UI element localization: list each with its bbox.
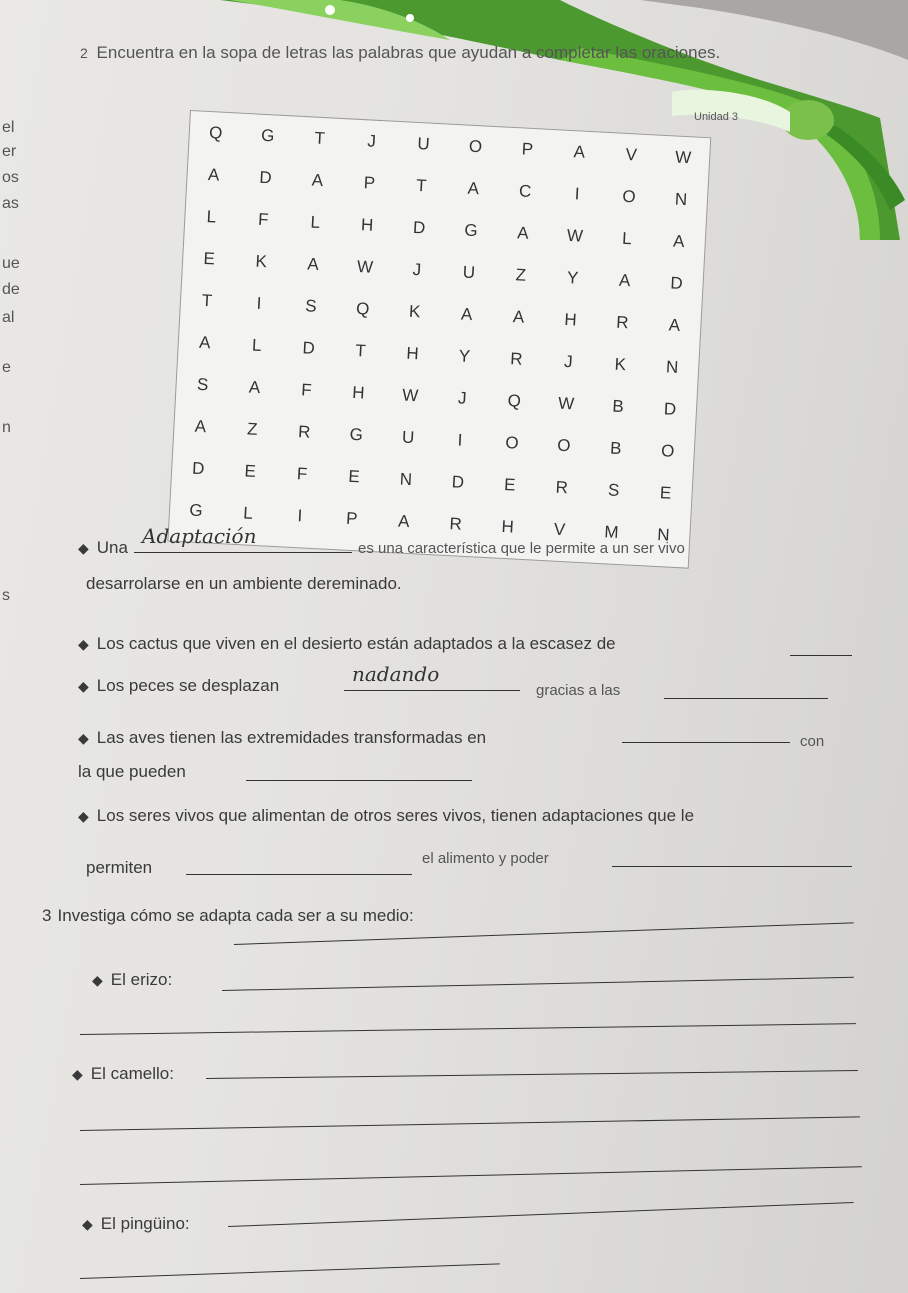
- grid-letter[interactable]: L: [206, 207, 217, 227]
- item-label: El erizo:: [110, 970, 173, 989]
- grid-letter[interactable]: M: [603, 522, 620, 542]
- grid-letter[interactable]: N: [399, 469, 413, 490]
- grid-letter[interactable]: N: [665, 357, 679, 377]
- grid-letter[interactable]: W: [566, 225, 584, 246]
- grid-letter[interactable]: J: [563, 351, 574, 372]
- margin-fragment: n: [2, 419, 11, 436]
- sentence-3: [78, 676, 279, 696]
- grid-letter[interactable]: R: [297, 422, 311, 442]
- diamond-bullet-icon: ◆: [78, 678, 89, 694]
- grid-letter[interactable]: W: [401, 385, 419, 406]
- grid-letter[interactable]: P: [521, 139, 534, 159]
- grid-letter[interactable]: A: [194, 416, 207, 437]
- grid-letter[interactable]: E: [503, 474, 516, 495]
- unit-label: Unidad 3: [694, 111, 739, 123]
- diamond-bullet-icon: ◆: [78, 730, 89, 746]
- grid-letter[interactable]: A: [573, 142, 586, 162]
- handwritten-answer: Adaptación: [142, 524, 257, 548]
- grid-letter[interactable]: D: [669, 273, 684, 294]
- left-margin-fragments: [0, 100, 40, 604]
- grid-letter[interactable]: W: [356, 256, 374, 277]
- sentence-text: desarrolarse en un ambiente dereminado.: [86, 574, 402, 593]
- margin-fragment: el: [2, 119, 15, 136]
- grid-letter[interactable]: S: [196, 374, 209, 395]
- grid-letter[interactable]: A: [672, 231, 685, 252]
- margin-fragment: as: [2, 195, 19, 212]
- grid-letter[interactable]: W: [557, 393, 575, 414]
- grid-letter[interactable]: U: [416, 133, 431, 154]
- exercise-number: 3: [42, 906, 52, 925]
- grid-letter[interactable]: T: [314, 128, 326, 149]
- grid-letter[interactable]: D: [412, 217, 426, 238]
- grid-letter[interactable]: G: [260, 125, 275, 146]
- sentence-1: [78, 538, 128, 558]
- answer-line[interactable]: [622, 742, 790, 743]
- grid-letter[interactable]: N: [674, 189, 688, 210]
- item-label: El camello:: [90, 1064, 174, 1083]
- grid-letter[interactable]: G: [463, 220, 479, 241]
- answer-line[interactable]: [134, 552, 352, 553]
- grid-letter[interactable]: W: [674, 147, 692, 168]
- answer-line[interactable]: [664, 698, 828, 699]
- grid-letter[interactable]: T: [201, 290, 213, 311]
- sentence-2: [78, 634, 616, 654]
- margin-fragment: al: [2, 309, 15, 326]
- grid-letter[interactable]: Z: [515, 265, 527, 285]
- margin-fragment: de: [2, 281, 20, 298]
- grid-letter[interactable]: H: [500, 516, 515, 537]
- grid-letter[interactable]: N: [656, 525, 671, 545]
- grid-letter[interactable]: R: [555, 477, 569, 498]
- grid-letter[interactable]: A: [306, 254, 320, 274]
- grid-letter[interactable]: R: [509, 349, 524, 369]
- grid-letter[interactable]: K: [614, 354, 627, 375]
- grid-letter[interactable]: U: [462, 262, 476, 283]
- answer-line[interactable]: [246, 780, 472, 781]
- item-erizo: [92, 970, 172, 990]
- grid-letter[interactable]: B: [609, 438, 623, 459]
- sentence-text: con: [800, 733, 825, 750]
- item-label: El pingüino:: [100, 1214, 190, 1233]
- grid-letter[interactable]: A: [207, 165, 220, 185]
- grid-letter[interactable]: I: [297, 506, 303, 526]
- sentence-text: permiten: [86, 858, 153, 877]
- grid-letter[interactable]: R: [615, 312, 630, 333]
- margin-fragment: os: [2, 169, 19, 186]
- grid-letter[interactable]: E: [203, 248, 216, 269]
- grid-letter[interactable]: D: [191, 458, 205, 479]
- grid-letter[interactable]: U: [401, 427, 415, 448]
- item-pinguino: [82, 1214, 190, 1234]
- grid-letter[interactable]: O: [556, 435, 572, 456]
- grid-letter[interactable]: T: [354, 341, 367, 361]
- exercise-3-title: [42, 906, 414, 926]
- answer-line[interactable]: [612, 866, 852, 867]
- answer-line[interactable]: [80, 1023, 856, 1035]
- grid-letter[interactable]: G: [188, 500, 204, 521]
- grid-letter[interactable]: O: [621, 186, 637, 207]
- margin-fragment: e: [2, 359, 11, 376]
- diamond-bullet-icon: ◆: [78, 540, 89, 556]
- grid-letter[interactable]: F: [296, 464, 308, 484]
- grid-letter[interactable]: A: [248, 377, 261, 398]
- sentence-text: es una característica que le permite a un ser vivo: [358, 540, 685, 557]
- sentence-text: el alimento y poder: [422, 850, 549, 867]
- grid-letter[interactable]: J: [457, 388, 468, 408]
- margin-fragment: ue: [2, 255, 20, 272]
- grid-letter[interactable]: L: [242, 503, 254, 523]
- grid-letter[interactable]: Q: [507, 391, 522, 411]
- grid-letter[interactable]: E: [244, 461, 257, 481]
- grid-letter[interactable]: K: [408, 301, 421, 322]
- answer-line[interactable]: [206, 1070, 858, 1079]
- grid-letter[interactable]: A: [397, 511, 410, 532]
- exercise-2-instruction: [80, 42, 800, 65]
- grid-letter[interactable]: R: [449, 514, 463, 534]
- answer-line[interactable]: [790, 655, 852, 656]
- grid-letter[interactable]: T: [415, 175, 428, 196]
- grid-letter[interactable]: V: [625, 144, 638, 165]
- grid-letter[interactable]: O: [660, 441, 675, 461]
- answer-line[interactable]: [222, 977, 854, 991]
- grid-letter[interactable]: J: [366, 131, 377, 151]
- sentence-4: [78, 728, 486, 748]
- diamond-bullet-icon: ◆: [78, 636, 89, 652]
- word-search-grid: [167, 110, 711, 569]
- grid-letter[interactable]: A: [512, 307, 525, 327]
- grid-letter[interactable]: B: [611, 396, 625, 417]
- sentence-text: Los seres vivos que alimentan de otros seres vivos, tienen adaptaciones que le: [96, 806, 695, 825]
- item-camello: [72, 1064, 174, 1084]
- grid-letter[interactable]: H: [351, 382, 366, 403]
- grid-letter[interactable]: I: [457, 430, 463, 450]
- grid-letter[interactable]: H: [405, 343, 420, 364]
- margin-fragment: s: [2, 587, 10, 604]
- grid-letter[interactable]: A: [198, 332, 212, 353]
- grid-letter[interactable]: D: [663, 399, 677, 419]
- grid-letter[interactable]: A: [668, 315, 681, 335]
- grid-letter[interactable]: P: [363, 173, 376, 193]
- grid-letter[interactable]: H: [563, 309, 578, 330]
- grid-letter[interactable]: D: [302, 338, 316, 358]
- grid-letter[interactable]: A: [311, 170, 324, 191]
- answer-line[interactable]: [80, 1116, 860, 1131]
- answer-line[interactable]: [344, 690, 520, 691]
- grid-letter[interactable]: G: [349, 424, 364, 445]
- grid-letter[interactable]: L: [310, 212, 321, 232]
- handwritten-answer: nadando: [352, 662, 440, 686]
- grid-letter[interactable]: Q: [208, 123, 223, 143]
- sentence-5: [78, 806, 694, 826]
- grid-letter[interactable]: E: [347, 466, 361, 487]
- grid-letter[interactable]: I: [574, 184, 580, 204]
- grid-letter[interactable]: F: [300, 380, 313, 400]
- grid-letter[interactable]: P: [345, 508, 359, 529]
- sentence-text: la que pueden: [78, 762, 186, 781]
- grid-letter[interactable]: Y: [458, 346, 471, 366]
- sentence-text: gracias a las: [536, 682, 621, 699]
- grid-letter[interactable]: Q: [355, 298, 370, 319]
- grid-letter[interactable]: Y: [566, 267, 579, 288]
- grid-letter[interactable]: J: [412, 259, 422, 280]
- instruction-text: Encuentra en la sopa de letras las palabras que ayudan a completar las oraciones.: [96, 43, 721, 62]
- diamond-bullet-icon: ◆: [82, 1216, 93, 1232]
- grid-letter[interactable]: Z: [246, 419, 259, 439]
- diamond-bullet-icon: ◆: [72, 1066, 83, 1082]
- grid-letter[interactable]: A: [516, 223, 530, 243]
- sentence-text: Una: [96, 538, 128, 557]
- grid-letter[interactable]: A: [460, 304, 473, 325]
- margin-fragment: er: [2, 143, 17, 160]
- grid-letter[interactable]: F: [257, 209, 270, 230]
- grid-letter[interactable]: O: [468, 136, 483, 157]
- grid-letter[interactable]: A: [467, 178, 480, 199]
- exercise-number: 2: [80, 45, 88, 61]
- diamond-bullet-icon: ◆: [78, 808, 89, 824]
- grid-letter[interactable]: I: [256, 293, 262, 313]
- grid-letter[interactable]: C: [518, 181, 532, 201]
- grid-letter[interactable]: V: [553, 519, 566, 540]
- grid-letter[interactable]: O: [504, 432, 520, 453]
- grid-letter[interactable]: D: [451, 472, 465, 492]
- sentence-text: Los peces se desplazan: [96, 676, 280, 695]
- grid-letter[interactable]: H: [360, 215, 374, 235]
- answer-line[interactable]: [80, 1263, 500, 1279]
- sentence-text: Las aves tienen las extremidades transformadas en: [96, 728, 487, 747]
- grid-letter[interactable]: L: [251, 335, 263, 356]
- grid-letter[interactable]: S: [607, 480, 620, 500]
- exercise-title: Investiga cómo se adapta cada ser a su medio:: [57, 906, 414, 925]
- grid-letter[interactable]: K: [255, 251, 268, 272]
- grid-letter[interactable]: A: [618, 270, 631, 291]
- answer-line[interactable]: [80, 1166, 862, 1185]
- diamond-bullet-icon: ◆: [92, 972, 103, 988]
- grid-letter[interactable]: D: [258, 167, 273, 188]
- grid-letter[interactable]: L: [621, 228, 633, 249]
- grid-letter[interactable]: E: [659, 483, 672, 503]
- answer-line[interactable]: [228, 1202, 854, 1227]
- sentence-text: Los cactus que viven en el desierto están adaptados a la escasez de: [96, 634, 616, 653]
- answer-line[interactable]: [186, 874, 412, 875]
- grid-letter[interactable]: S: [304, 296, 318, 316]
